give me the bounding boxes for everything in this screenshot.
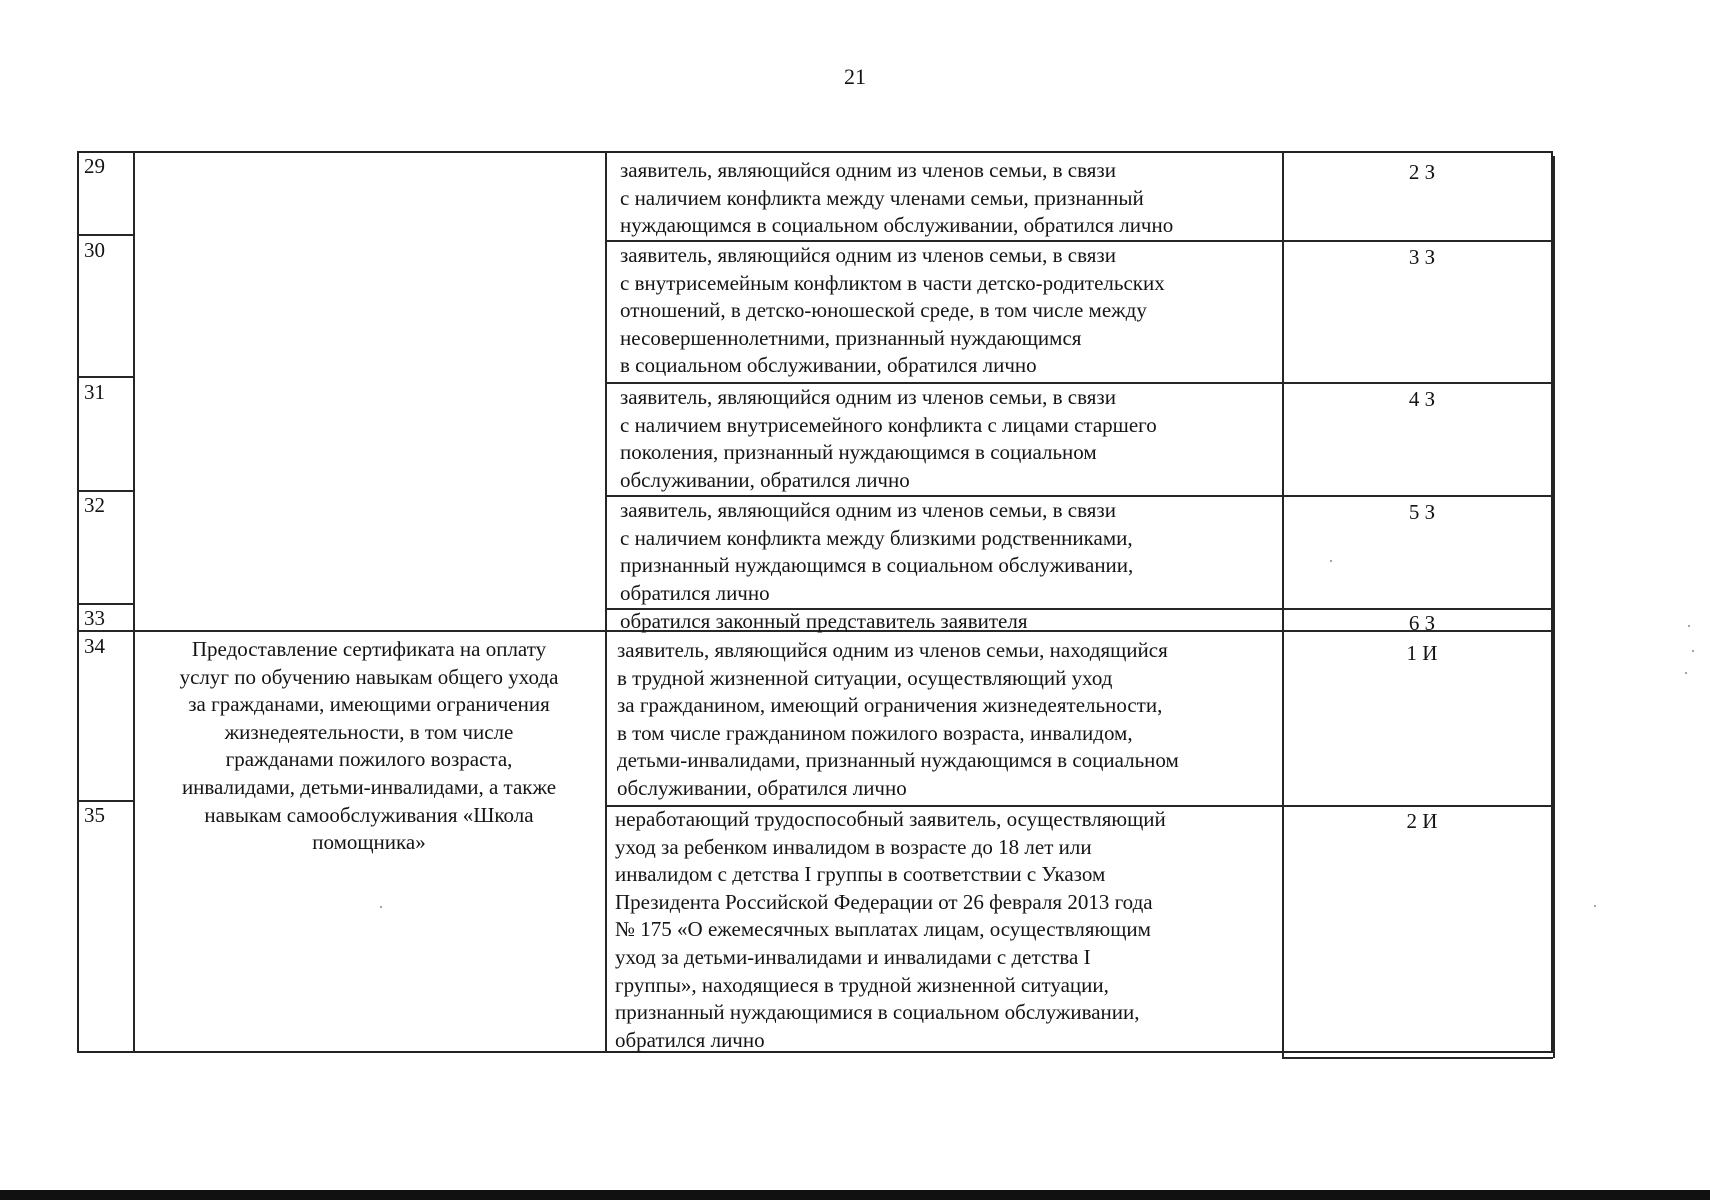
description-line: за гражданином, имеющий ограничения жизнедеятельности, (617, 693, 1163, 718)
applicant-description (620, 609, 1027, 633)
scan-edge (0, 1190, 1710, 1200)
scan-speck (380, 906, 382, 908)
description-line: с внутрисемейным конфликтом в части детско-родительских (620, 270, 1165, 295)
service-name-line: Предоставление сертификата на оплату (191, 637, 547, 661)
description-line: уход за ребенком инвалидом в возрасте до 18 лет или (615, 834, 1092, 859)
row-divider (1282, 1057, 1553, 1059)
description-line: в том числе гражданином пожилого возраста, инвалидом, (617, 720, 1133, 745)
description-line: обратился лично (615, 1027, 765, 1052)
row-number: 31 (84, 380, 105, 404)
service-name-line: помощника» (312, 830, 426, 855)
service-name-line: навыкам самообслуживания «Школа (204, 802, 534, 827)
service-name-line: за гражданами, имеющими ограничения (188, 692, 550, 717)
service-name-line: инвалидами, детьми-инвалидами, а также (181, 774, 557, 799)
description-line: обратился законный представитель заявителя (620, 609, 1028, 633)
description-line: признанный нуждающимся в социальном обслуживании, (620, 553, 1134, 578)
applicant-description (620, 242, 1165, 380)
description-line: с наличием конфликта между членами семьи, признанный (620, 185, 1144, 210)
category-code: 6 З (1408, 611, 1436, 635)
description-line: заявитель, являющийся одним из членов семьи, в связи (620, 385, 1116, 409)
row-number: 33 (84, 606, 105, 630)
service-name-line: гражданами пожилого возраста, (225, 747, 513, 772)
category-code: 4 З (1408, 387, 1436, 411)
description-line: обслуживании, обратился лично (617, 775, 907, 800)
description-line: обратился лично (620, 580, 770, 605)
row-number: 29 (84, 154, 105, 178)
row-divider (77, 376, 134, 378)
description-line: заявитель, являющийся одним из членов семьи, в связи (620, 498, 1116, 522)
description-line: поколения, признанный нуждающимся в социальном (620, 440, 1097, 465)
scan-speck (1594, 905, 1596, 907)
row-number: 35 (84, 803, 105, 827)
description-line: заявитель, являющийся одним из членов семьи, находящийся (617, 638, 1168, 662)
row-number: 30 (84, 238, 105, 262)
service-name-line: услуг по обучению навыкам общего ухода (179, 664, 559, 689)
applicant-description (620, 157, 1173, 240)
description-line: уход за детьми-инвалидами и инвалидами с детства I (615, 944, 1091, 969)
description-line: № 175 «О ежемесячных выплатах лицам, осуществляющим (615, 917, 1151, 942)
scan-speck (1330, 560, 1332, 562)
category-code: 1 И (1406, 641, 1438, 665)
applicant-description (620, 497, 1133, 607)
service-name-line: жизнедеятельности, в том числе (224, 719, 514, 744)
description-line: инвалидом с детства I группы в соответствии с Указом (615, 862, 1106, 887)
description-line: несовершеннолетними, признанный нуждающимся (620, 325, 1082, 350)
description-line: нуждающимся в социальном обслуживании, обратился лично (620, 213, 1174, 238)
page-number: 21 (844, 64, 866, 89)
row-number: 34 (84, 634, 105, 658)
description-line: обслуживании, обратился лично (620, 467, 910, 492)
column-divider (1282, 152, 1284, 1058)
description-line: группы», находящиеся в трудной жизненной ситуации, (615, 972, 1109, 997)
category-code: 2 И (1406, 809, 1438, 833)
scan-speck (1688, 625, 1690, 627)
applicant-description (617, 637, 1179, 803)
description-line: признанный нуждающимися в социальном обслуживании, (615, 1000, 1140, 1025)
applicant-description (615, 806, 1166, 1054)
description-line: заявитель, являющийся одним из членов семьи, в связи (620, 158, 1116, 182)
row-number: 32 (84, 493, 105, 517)
description-line: с наличием конфликта между близкими родственниками, (620, 525, 1133, 550)
category-code: 2 З (1408, 160, 1436, 184)
description-line: в социальном обслуживании, обратился лично (620, 353, 1037, 378)
description-line: заявитель, являющийся одним из членов семьи, в связи (620, 243, 1116, 267)
description-line: неработающий трудоспособный заявитель, осуществляющий (615, 807, 1166, 831)
description-line: с наличием внутрисемейного конфликта с лицами старшего (620, 412, 1157, 437)
scan-speck (1685, 672, 1687, 674)
category-code: 5 З (1408, 500, 1436, 524)
service-name (140, 636, 598, 857)
category-code: 3 З (1408, 245, 1436, 269)
column-divider (605, 152, 607, 1052)
applicant-description (620, 384, 1157, 494)
column-divider (133, 152, 135, 1052)
row-divider (77, 234, 134, 236)
column-divider (1553, 156, 1555, 1058)
description-line: детьми-инвалидами, признанный нуждающимся в социальном (617, 748, 1179, 773)
scan-speck (1692, 650, 1694, 652)
description-line: Президента Российской Федерации от 26 февраля 2013 года (615, 889, 1153, 914)
description-line: в трудной жизненной ситуации, осуществляющий уход (617, 665, 1113, 690)
description-line: отношений, в детско-юношеской среде, в том числе между (620, 298, 1147, 323)
